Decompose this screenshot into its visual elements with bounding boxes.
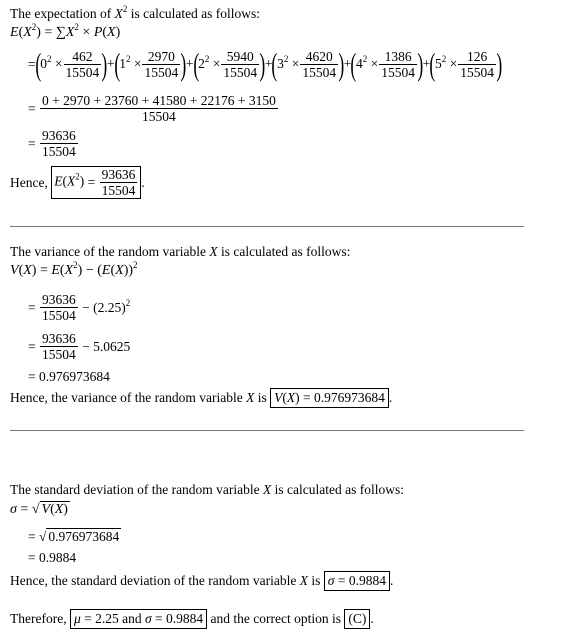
term-numerator: 126: [458, 49, 496, 65]
plus-sign: +: [185, 56, 194, 72]
term-denominator: 15504: [381, 64, 416, 80]
plus-sign: +: [106, 56, 115, 72]
s1-intro: The expectation of $X^2$ is calculated as follows:: [10, 4, 261, 21]
term-denominator: 15504: [144, 64, 179, 80]
s2-step1-numerator: 93636: [42, 292, 76, 307]
s3-step2: = 0.9884: [28, 550, 77, 565]
term-base: $5^2$ ×: [434, 54, 458, 72]
plus-sign: +: [422, 56, 431, 72]
s2-step1-denominator: 15504: [42, 308, 76, 323]
term-denominator: 15504: [302, 64, 337, 80]
s2-definition: $V(X) = E(X^2) - (E(X))^2$: [10, 260, 138, 278]
term-numerator: 1386: [379, 49, 417, 65]
term-base: $2^2$ ×: [198, 54, 221, 72]
term-base: $3^2$ ×: [277, 54, 300, 72]
s3-hence-line: Hence, the standard deviation of the random variable X is σ = 0.9884 .: [10, 571, 393, 591]
s1-boxed-result: $E(X^2)$ = $\frac{93636}{15504}$: [51, 166, 141, 199]
s2-step2-denominator: 15504: [42, 347, 76, 362]
s2-intro: The variance of the random variable X is calculated as follows:: [10, 244, 351, 259]
divider-2: [10, 430, 524, 431]
divider-1: [10, 226, 524, 227]
expectation-term: ($0^2$ × $\frac{462}{15504}$ ): [35, 46, 108, 82]
term-denominator: 15504: [223, 64, 258, 80]
plus-sign: +: [264, 56, 273, 72]
expectation-term: ($5^2$ × $\frac{126}{15504}$ ): [429, 46, 503, 82]
s1-result-numerator: 93636: [42, 128, 76, 143]
expectation-term: ($3^2$ × $\frac{4620}{15504}$ ): [271, 46, 345, 82]
term-denominator: 15504: [460, 64, 494, 80]
plus-sign: +: [343, 56, 352, 72]
expectation-term: ($4^2$ × $\frac{1386}{15504}$ ): [350, 46, 424, 82]
s1-box-numerator: 93636: [101, 167, 136, 182]
s1-hence-line: Hence, $E(X^2)$ = $\frac{93636}{15504}$ .: [10, 167, 145, 198]
s2-step1: = $\frac{93636}{15504}$ − $(2.25)^2$: [28, 292, 131, 323]
final-line: Therefore, μ = 2.25 and σ = 0.9884 and the correct option is (C) .: [10, 609, 374, 629]
final-boxed-params: μ = 2.25 and σ = 0.9884: [70, 609, 207, 629]
term-numerator: 462: [64, 49, 102, 65]
s2-boxed-result: V(X) = 0.976973684: [270, 388, 389, 408]
final-mid-text: and the correct option is: [210, 611, 341, 626]
s1-expansion: $=(0^2$ × $\frac{462}{15504}$ )$+(1^2$ × $\frac{2970}{15504}$ )$+(2^2$ × $\frac{5940}{15504}$ )$+(3^2$ × $\frac{4620}{15504}$ )$+(4^2$ × $\frac{1386}{15504}$ )$+(5^2$ × $\frac{126}{15504}$ ): [28, 46, 503, 82]
s2-step3: = 0.976973684: [28, 369, 110, 384]
s2-step2: = $\frac{93636}{15504}$ − 5.0625: [28, 331, 131, 362]
s2-step2-numerator: 93636: [42, 331, 76, 346]
expectation-term: ($1^2$ × $\frac{2970}{15504}$ ): [113, 46, 187, 82]
s3-step1: = √ 0.976973684: [28, 529, 120, 544]
s1-sum: = $\frac{0 + 2970 + 23760 + 41580 + 22176 + 3150}{15504}$: [28, 93, 276, 124]
s2-step2-subtract: − 5.0625: [82, 338, 131, 354]
s1-result-denominator: 15504: [42, 144, 76, 159]
s2-hence-line: Hence, the variance of the random variable X is V(X) = 0.976973684 .: [10, 388, 392, 408]
term-numerator: 2970: [142, 49, 180, 65]
term-numerator: 4620: [300, 49, 338, 65]
s1-sum-numerator: 0 + 2970 + 23760 + 41580 + 22176 + 3150: [42, 93, 276, 108]
s3-radicand: 0.976973684: [48, 529, 120, 544]
s3-definition: σ = √ V(X): [10, 502, 68, 517]
final-lead: Therefore,: [10, 611, 67, 626]
s2-mean-value: (2.25): [93, 299, 126, 315]
term-denominator: 15504: [65, 64, 100, 80]
expectation-term: ($2^2$ × $\frac{5940}{15504}$ ): [192, 46, 266, 82]
s1-definition: $E(X^2) = \sum X^2 \times P(X)$: [10, 22, 121, 40]
s1-sum-denominator: 15504: [142, 109, 176, 124]
s3-intro: The standard deviation of the random variable X is calculated as follows:: [10, 482, 405, 497]
term-base: $0^2$ ×: [40, 54, 63, 72]
s1-hence-label: Hence,: [10, 174, 48, 190]
final-boxed-option: (C): [344, 609, 370, 629]
s3-boxed-result: σ = 0.9884: [324, 571, 390, 591]
term-base: $4^2$ ×: [356, 54, 379, 72]
term-numerator: 5940: [221, 49, 259, 65]
s1-box-denominator: 15504: [101, 183, 136, 198]
term-base: $1^2$ ×: [119, 54, 142, 72]
s1-result: = $\frac{93636}{15504}$: [28, 128, 76, 159]
